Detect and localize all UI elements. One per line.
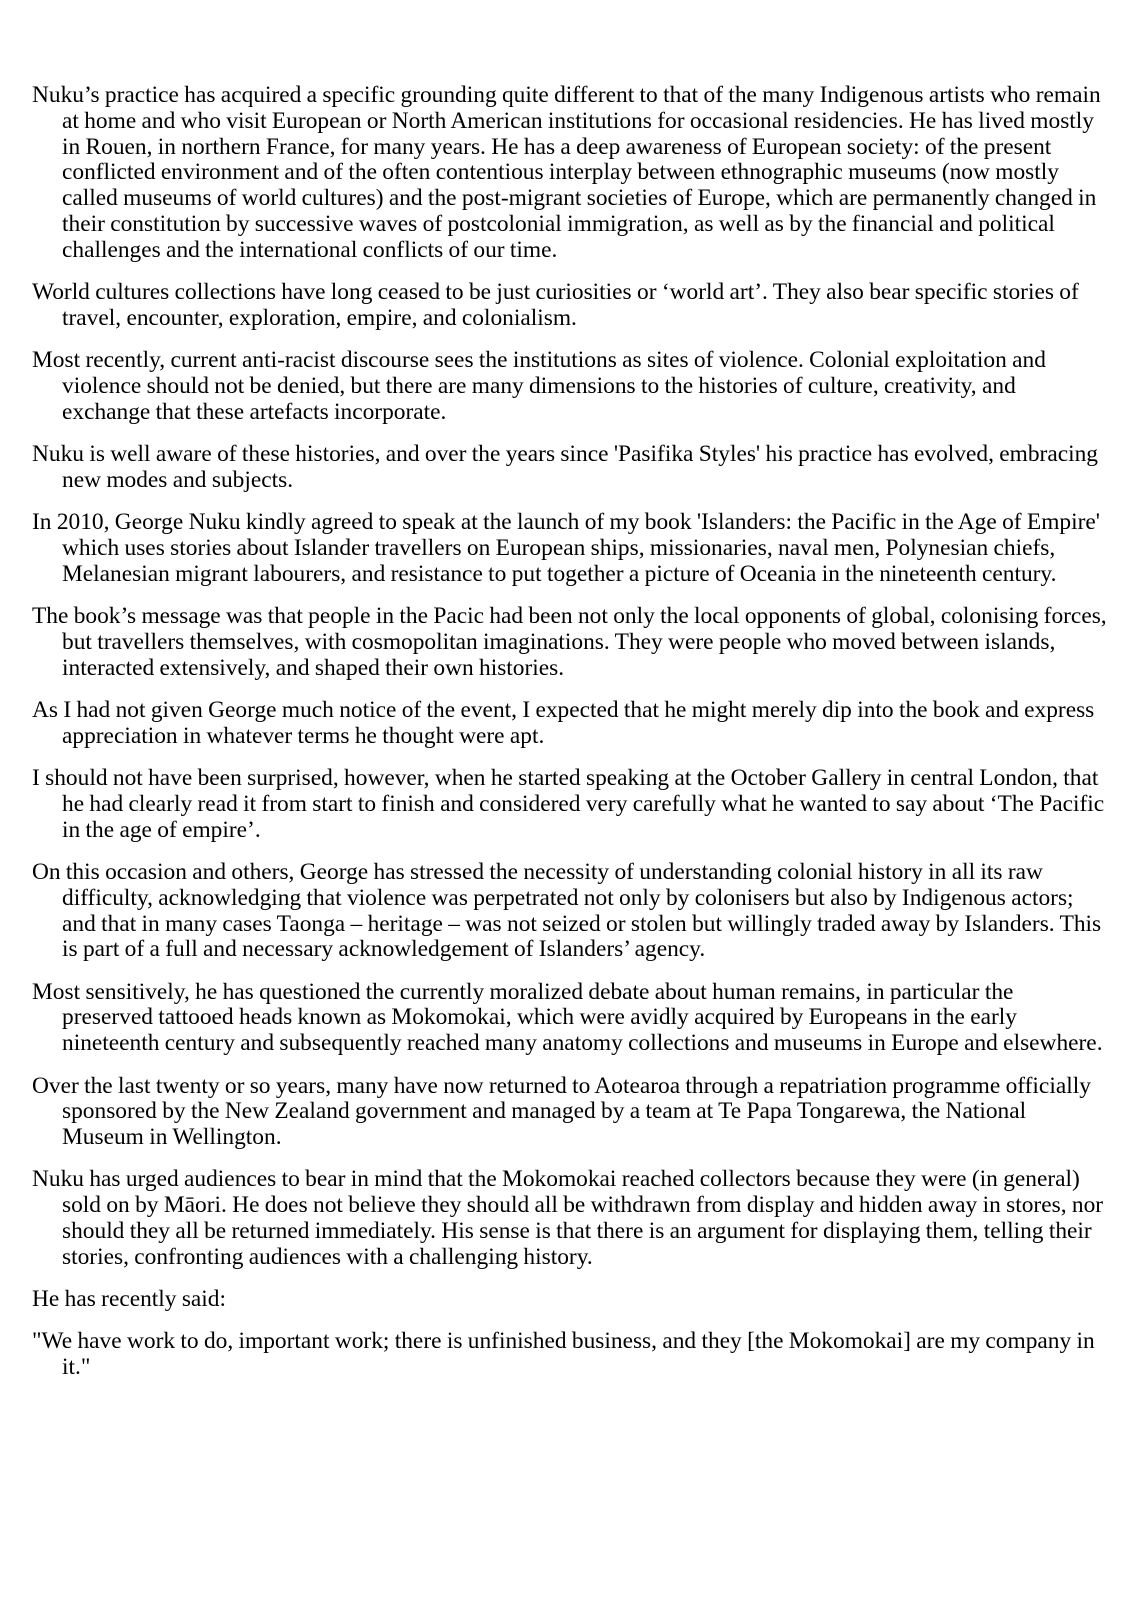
paragraph-short-notice: As I had not given George much notice of the event, I expected that he might merely dip into the book and express appreciation in whatever terms he thought were apt. bbox=[32, 696, 1095, 749]
paragraph-mokomokai-display: Nuku has urged audiences to bear in mind that the Mokomokai reached collectors because they were (in general) sold on by Māori. He does not believe they should all be withdrawn from display and hidden away in stores, nor should they all be returned immediately. His sense is that there is an argument for displaying them, telling their stories, confronting audiences with a challenging history. bbox=[32, 1166, 1104, 1270]
paragraph-book-launch-2010: In 2010, George Nuku kindly agreed to speak at the launch of my book 'Islanders: the Pacific in the Age of Empire' which uses stories about Islander travellers on European ships, missionaries, naval men, Polynesian chiefs, Melanesian migrant labourers, and resistance to put together a picture of Oceania in the nineteenth century. bbox=[32, 509, 1100, 587]
paragraph-october-gallery: I should not have been surprised, however, when he started speaking at the October Gallery in central London, that he had clearly read it from start to finish and considered very carefully what he wanted to say about ‘The Pacific in the age of empire’. bbox=[32, 765, 1105, 843]
paragraph-world-cultures: World cultures collections have long ceased to be just curiosities or ‘world art’. They also bear specific stories of travel, encounter, exploration, empire, and colonialism. bbox=[32, 279, 1079, 331]
paragraph-anti-racist-discourse: Most recently, current anti-racist discourse sees the institutions as sites of violence. Colonial exploitation and violence should not be denied, but there are many dimensions to the histories of culture, creativity, and exchange that these artefacts incorporate. bbox=[32, 347, 1046, 425]
paragraph-book-message: The book’s message was that people in the Pacic had been not only the local opponents of global, colonising forces, but travellers themselves, with cosmopolitan imaginations. They were people who moved between islands, interacted extensively, and shaped their own histories. bbox=[32, 603, 1107, 681]
paragraph-repatriation: Over the last twenty or so years, many have now returned to Aotearoa through a repatriation programme officially sponsored by the New Zealand government and managed by a team at Te Papa Tongarewa, the National Museum in Wellington. bbox=[32, 1072, 1091, 1151]
paragraph-colonial-history: On this occasion and others, George has stressed the necessity of understanding colonial history in all its raw difficulty, acknowledging that violence was perpetrated not only by colonisers but also by Indigenous actors; and that in many cases Taonga – heritage – was not seized or stolen but willingly traded away by Islanders. This is part of a full and necessary acknowledgement of Islanders’ agency. bbox=[32, 858, 1102, 963]
paragraph-recently-said: He has recently said: bbox=[32, 1286, 226, 1313]
paragraph-human-remains: Most sensitively, he has questioned the currently moralized debate about human remains, in particular the preserved tattooed heads known as Mokomokai, which were avidly acquired by Europeans in the early nineteenth century and subsequently reached many anatomy collections and museums in Europe and elsewhere. bbox=[32, 978, 1103, 1057]
paragraph-nuku-histories: Nuku is well aware of these histories, and over the years since 'Pasifika Styles' his practice has evolved, embracing new modes and subjects. bbox=[32, 441, 1098, 493]
paragraph-nuku-practice: Nuku’s practice has acquired a specific grounding quite different to that of the many Indigenous artists who remain at home and who visit European or North American institutions for occasional residencies. He has lived mostly in Rouen, in northern France, for many years. He has a deep awareness of European society: of the present conflicted environment and of the often contentious interplay between ethnographic museums (now mostly called museums of world cultures) and the post-migrant societies of Europe, which are permanently changed in their constitution by successive waves of postcolonial immigration, as well as by the financial and political challenges and the international conflicts of our time. bbox=[32, 82, 1101, 263]
paragraph-quote: "We have work to do, important work; there is unfinished business, and they [the Mokomokai] are my company in it." bbox=[32, 1328, 1095, 1381]
